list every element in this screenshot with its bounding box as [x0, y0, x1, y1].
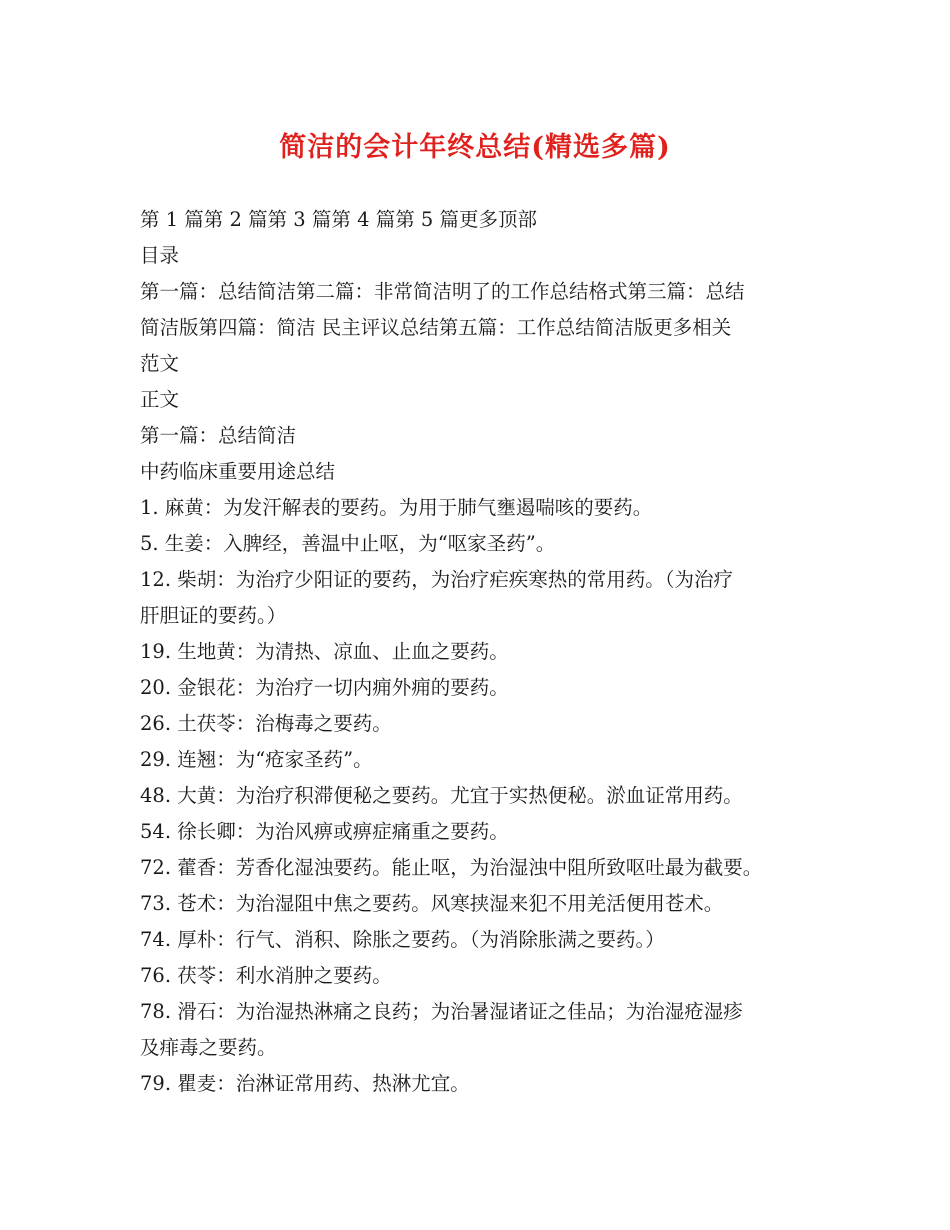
list-item: 29. 连翘：为“疮家圣药”。: [140, 748, 373, 771]
list-item: 78. 滑石：为治湿热淋痛之良药；为治暑湿诸证之佳品；为治湿疮湿疹: [140, 1000, 743, 1023]
document-title: 简洁的会计年终总结(精选多篇): [279, 132, 671, 163]
body-heading: 正文: [140, 388, 180, 411]
toc-line: 第一篇：总结简洁第二篇：非常简洁明了的工作总结格式第三篇：总结: [140, 280, 745, 303]
list-item: 1. 麻黄：为发汗解表的要药。为用于肺气壅遏喘咳的要药。: [140, 496, 653, 519]
section-subheading: 中药临床重要用途总结: [140, 460, 336, 483]
list-item-continuation: 肝胆证的要药。）: [140, 604, 287, 627]
section-nav-line: 第 1 篇第 2 篇第 3 篇第 4 篇第 5 篇更多顶部: [140, 208, 538, 231]
list-item: 72. 藿香：芳香化湿浊要药。能止呕，为治湿浊中阻所致呕吐最为截要。: [140, 856, 763, 879]
document-body: [140, 202, 830, 1102]
list-item: 54. 徐长卿：为治风痹或痹症痛重之要药。: [140, 820, 509, 843]
toc-heading: 目录: [140, 244, 180, 267]
list-item: 20. 金银花：为治疗一切内痈外痈的要药。: [140, 676, 509, 699]
list-item-continuation: 及痱毒之要药。: [140, 1036, 277, 1059]
list-item: 12. 柴胡：为治疗少阳证的要药，为治疗疟疾寒热的常用药。（为治疗: [140, 568, 733, 591]
section-heading: 第一篇：总结简洁: [140, 424, 297, 447]
toc-line: 简洁版第四篇：简洁 民主评议总结第五篇：工作总结简洁版更多相关: [140, 316, 732, 339]
list-item: 73. 苍术：为治湿阻中焦之要药。风寒挟湿来犯不用羌活便用苍术。: [140, 892, 724, 915]
list-item: 76. 茯苓：利水消肿之要药。: [140, 964, 392, 987]
list-item: 48. 大黄：为治疗积滞便秘之要药。尤宜于实热便秘。淤血证常用药。: [140, 784, 743, 807]
list-item: 26. 土茯苓：治梅毒之要药。: [140, 712, 392, 735]
toc-line: 范文: [140, 352, 180, 375]
list-item: 19. 生地黄：为清热、凉血、止血之要药。: [140, 640, 509, 663]
list-item: 74. 厚朴：行气、消积、除胀之要药。（为消除胀满之要药。）: [140, 928, 665, 951]
list-item: 79. 瞿麦：治淋证常用药、热淋尤宜。: [140, 1072, 470, 1095]
list-item: 5. 生姜：入脾经，善温中止呕，为“呕家圣药”。: [140, 532, 556, 555]
